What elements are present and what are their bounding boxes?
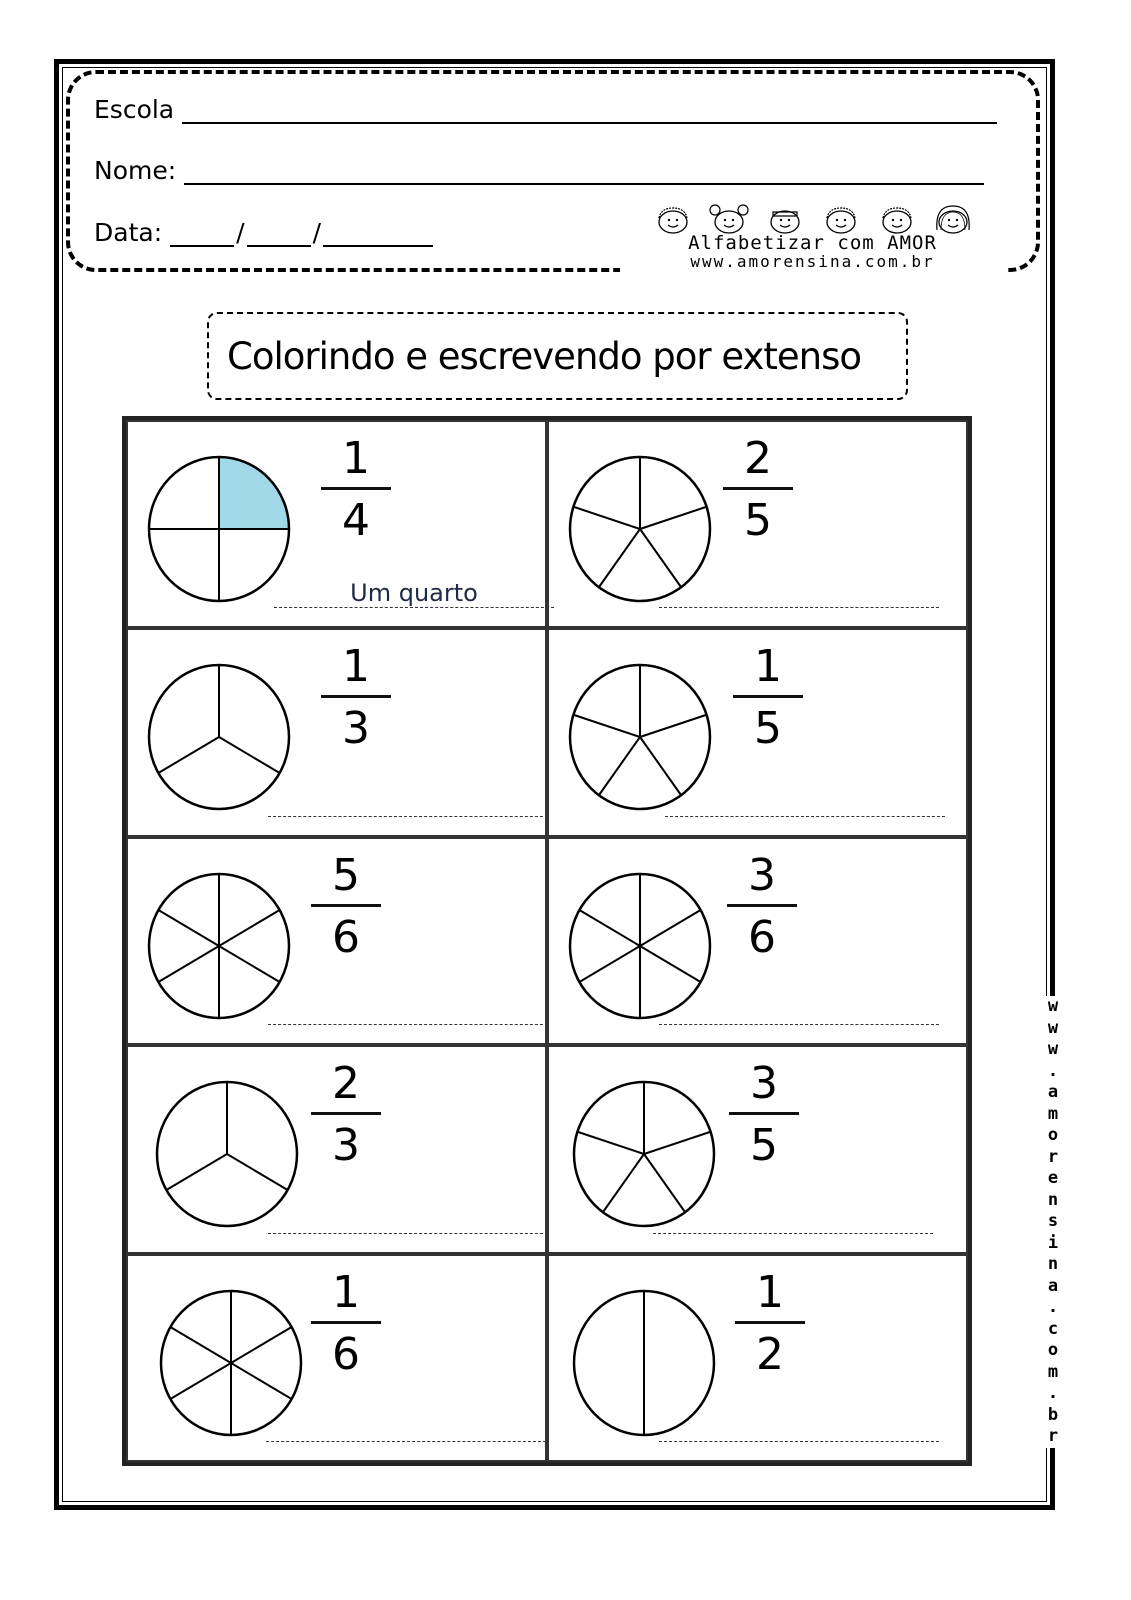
answer-input-line[interactable] [659,1413,939,1442]
date-label: Data: [94,218,163,247]
denominator: 6 [332,1328,360,1380]
side-url-char: b [1047,1404,1059,1425]
fraction-bar [321,695,391,698]
answer-input-line[interactable] [659,579,939,608]
denominator: 6 [748,911,776,963]
fraction-label [721,434,795,546]
girl-pigtails-face-icon [703,204,755,234]
fraction-label [319,642,393,754]
denominator: 2 [756,1328,784,1380]
side-url-char: m [1047,1103,1059,1124]
fraction-bar [735,1321,805,1324]
side-url-char: a [1047,1275,1059,1296]
fraction-label [309,851,383,963]
numerator: 1 [754,641,782,693]
side-url-char: . [1047,1060,1059,1081]
side-url-char: o [1047,1340,1059,1360]
fraction-bar [733,695,803,698]
answer-input-line[interactable] [653,1205,933,1234]
fraction-bar [723,487,793,490]
side-url-char: w [1047,1039,1059,1059]
side-url [1045,996,1061,1448]
side-url-char: o [1047,1125,1059,1145]
fraction-cell [547,1045,968,1253]
denominator: 3 [342,703,370,755]
date-year-line[interactable] [323,223,433,247]
logo [620,204,1005,276]
side-url-char: i [1047,1232,1059,1253]
fraction-label [733,1268,807,1380]
fraction-cell [126,420,547,628]
fraction-bar [311,1321,381,1324]
fraction-bar [311,904,381,907]
answer-input-line[interactable]: Um quarto [274,579,554,608]
denominator: 3 [332,1120,360,1172]
date-day-line[interactable] [170,223,234,247]
name-input-line[interactable] [184,161,984,185]
fraction-bar [321,487,391,490]
answer-input-line[interactable] [665,788,945,817]
fraction-bar [727,904,797,907]
fraction-bar [729,1112,799,1115]
numerator: 1 [332,1266,360,1318]
fraction-bar [311,1112,381,1115]
fraction-cell [547,837,968,1045]
fraction-cell [126,628,547,836]
school-input-line[interactable] [182,100,997,124]
fraction-cell [126,837,547,1045]
date-separator: / [236,218,245,247]
answer-input-line[interactable] [268,788,548,817]
fraction-label [319,434,393,546]
numerator: 1 [342,433,370,484]
side-url-char: r [1047,1146,1059,1167]
side-url-char: n [1047,1189,1059,1210]
fraction-pie-icon[interactable] [146,444,292,614]
answer-input-line[interactable] [659,996,939,1025]
fraction-cell [547,420,968,628]
side-url-char: c [1047,1318,1059,1339]
name-label: Nome: [94,156,177,185]
fraction-cell [126,1254,547,1462]
denominator: 5 [744,495,772,546]
fraction-cell [126,1045,547,1253]
boy-cap-face-icon [759,204,811,234]
numerator: 5 [332,849,360,901]
side-url-char: w [1047,996,1059,1016]
boy-face-icon [815,204,867,234]
logo-title: Alfabetizar com AMOR [688,232,937,254]
worksheet-title-text: Colorindo e escrevendo por extenso [227,334,862,378]
answer-input-line[interactable] [268,1205,548,1234]
answer-input-line[interactable] [268,996,548,1025]
boy-face-icon [871,204,923,234]
date-field[interactable] [94,218,433,247]
fraction-label [309,1059,383,1171]
date-month-line[interactable] [247,223,311,247]
numerator: 1 [342,641,370,693]
fractions-grid [122,416,972,1466]
side-url-char: n [1047,1254,1059,1274]
school-field[interactable] [94,95,997,124]
side-url-char: . [1047,1383,1059,1403]
denominator: 5 [754,703,782,755]
fraction-label [731,642,805,754]
side-url-char: . [1047,1297,1059,1317]
fraction-label [309,1268,383,1380]
school-label: Escola [94,95,175,124]
side-url-char: e [1047,1168,1059,1188]
name-field[interactable] [94,156,984,185]
numerator: 2 [332,1058,360,1110]
side-url-char: w [1047,1017,1059,1038]
denominator: 5 [750,1120,778,1172]
kids-faces-icon [620,204,1005,234]
fraction-cell [547,628,968,836]
denominator: 4 [342,495,370,546]
side-url-char: a [1047,1082,1059,1102]
numerator: 3 [750,1058,778,1110]
numerator: 3 [748,849,776,901]
numerator: 1 [756,1266,784,1318]
side-url-char: m [1047,1361,1059,1382]
answer-input-line[interactable] [266,1413,546,1442]
fraction-label [727,1059,801,1171]
fraction-cell [547,1254,968,1462]
date-separator: / [312,218,321,247]
side-url-char: r [1047,1426,1059,1446]
girl-long-hair-face-icon [927,204,979,234]
side-url-char: s [1047,1211,1059,1231]
boy-face-icon [647,204,699,234]
fraction-label [725,851,799,963]
numerator: 2 [744,433,772,484]
logo-url: www.amorensina.com.br [690,252,935,271]
worksheet-title [207,312,908,400]
denominator: 6 [332,911,360,963]
